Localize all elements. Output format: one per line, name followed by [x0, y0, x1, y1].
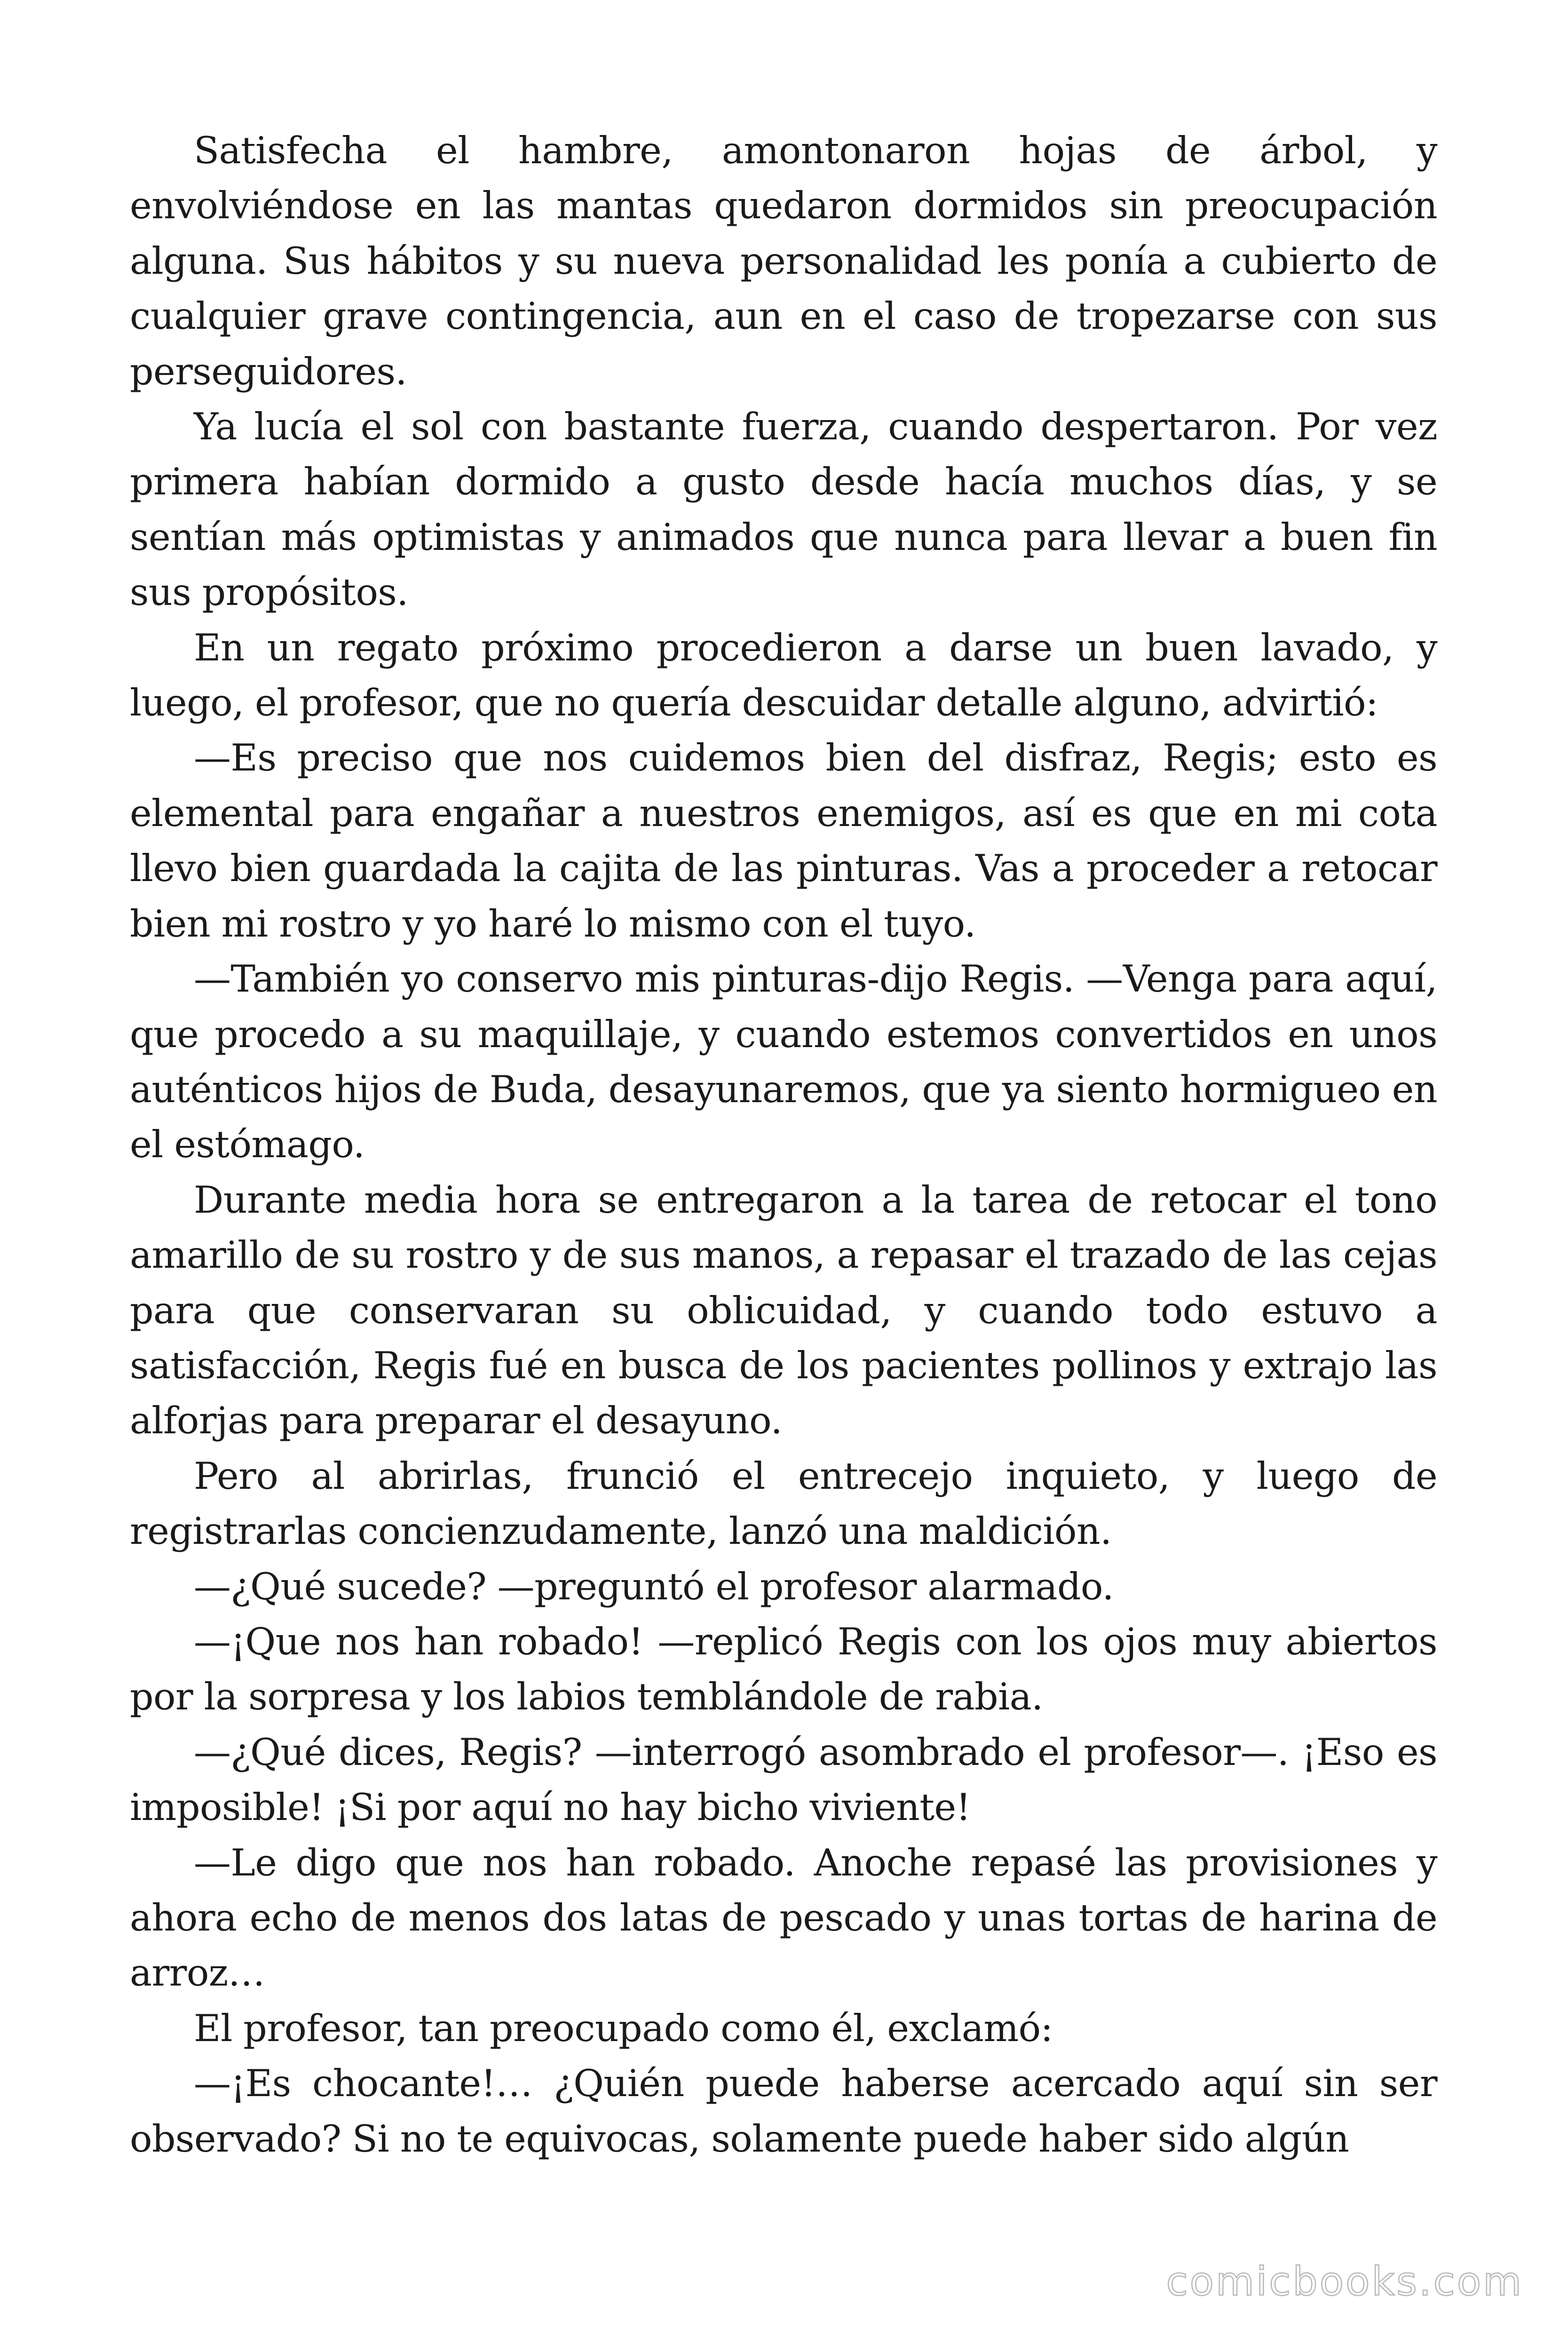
paragraph: Pero al abrirlas, frunció el entrecejo inquieto, y luego de registrarlas concienzudamente, lanzó una maldición. [130, 1454, 1437, 1553]
paragraph: —Le digo que nos han robado. Anoche repasé las provisiones y ahora echo de menos dos latas de pescado y unas tortas de harina de arroz… [130, 1841, 1437, 1995]
page-body-text [130, 123, 1437, 2167]
paragraph: —¡Que nos han robado! —replicó Regis con los ojos muy abiertos por la sorpresa y los labios temblándole de rabia. [130, 1620, 1437, 1719]
watermark-text: comicbooks.com [1166, 2258, 1523, 2304]
paragraph: Ya lucía el sol con bastante fuerza, cuando despertaron. Por vez primera habían dormido a gusto desde hacía muchos días, y se sentían más optimistas y animados que nunca para llevar a buen fin sus propósitos. [130, 405, 1437, 614]
paragraph: En un regato próximo procedieron a darse un buen lavado, y luego, el profesor, que no quería descuidar detalle alguno, advirtió: [130, 626, 1437, 725]
paragraph: Satisfecha el hambre, amontonaron hojas de árbol, y envolviéndose en las mantas quedaron dormidos sin preocupación alguna. Sus hábitos y su nueva personalidad les ponía a cubierto de cualquier grave contingencia, aun en el caso de tropezarse con sus perseguidores. [130, 129, 1437, 393]
paragraph: —También yo conservo mis pinturas-dijo Regis. —Venga para aquí, que procedo a su maquillaje, y cuando estemos convertidos en unos auténticos hijos de Buda, desayunaremos, que ya siento hormigueo en el estómago. [130, 957, 1437, 1167]
paragraph: —¿Qué dices, Regis? —interrogó asombrado el profesor—. ¡Eso es imposible! ¡Si por aquí no hay bicho viviente! [130, 1730, 1437, 1829]
paragraph: Durante media hora se entregaron a la tarea de retocar el tono amarillo de su rostro y de sus manos, a repasar el trazado de las cejas para que conservaran su oblicuidad, y cuando todo estuvo a satisfacción, Regis fué en busca de los pacientes pollinos y extrajo las alforjas para preparar el desayuno. [130, 1178, 1437, 1443]
paragraph: —¿Qué sucede? —preguntó el profesor alarmado. [194, 1565, 1114, 1608]
paragraph: —¡Es chocante!… ¿Quién puede haberse acercado aquí sin ser observado? Si no te equivocas, solamente puede haber sido algún [130, 2062, 1437, 2161]
paragraph: El profesor, tan preocupado como él, exclamó: [194, 2006, 1053, 2050]
paragraph: —Es preciso que nos cuidemos bien del disfraz, Regis; esto es elemental para engañar a nuestros enemigos, así es que en mi cota llevo bien guardada la cajita de las pinturas. Vas a proceder a retocar bien mi rostro y yo haré lo mismo con el tuyo. [130, 736, 1437, 946]
